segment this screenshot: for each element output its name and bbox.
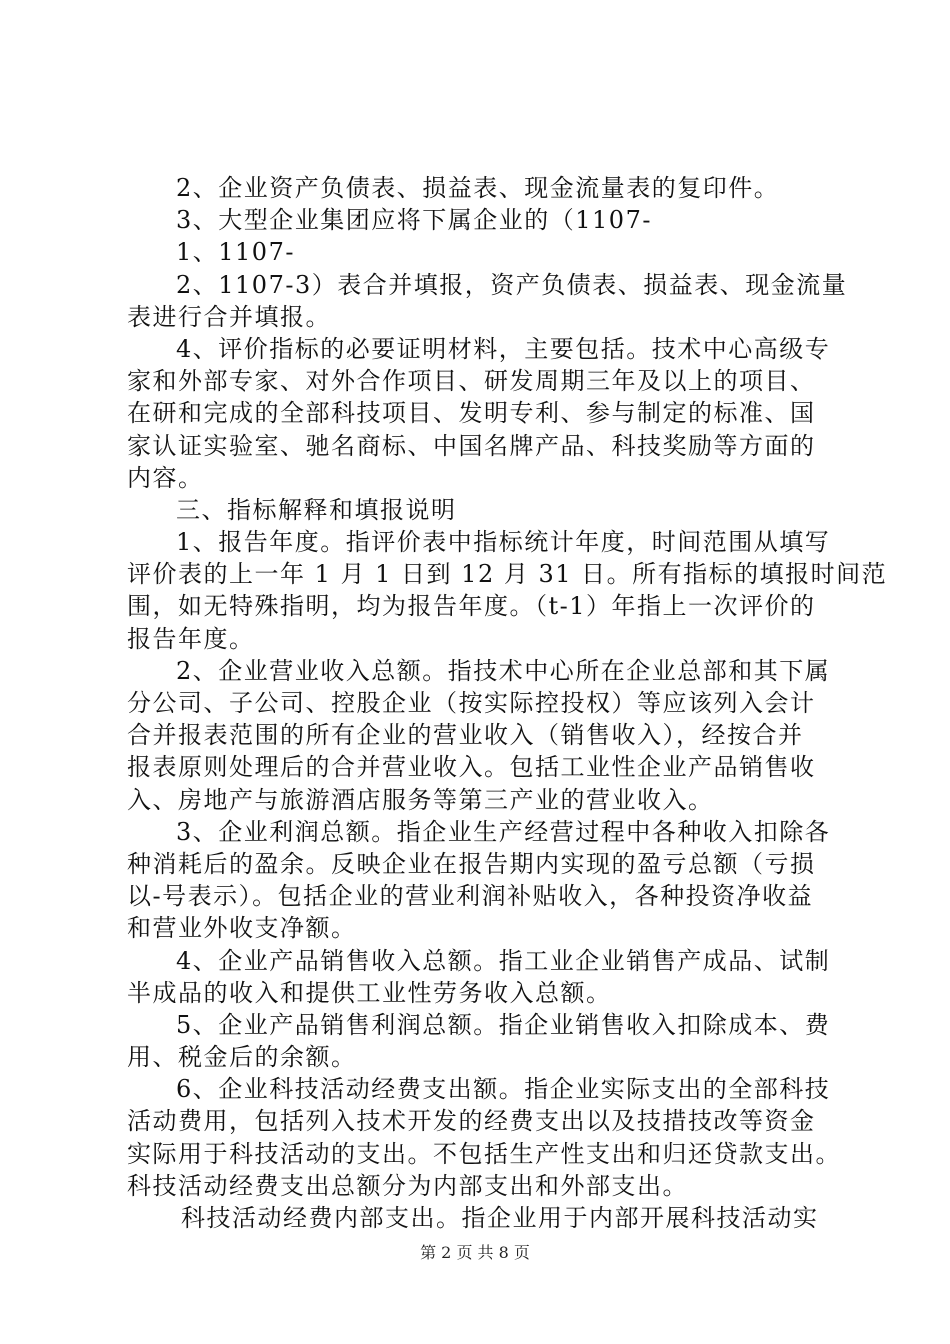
text-line: 报表原则处理后的合并营业收入。包括工业性企业产品销售收 [127,753,816,782]
page-footer: 第 2 页 共 8 页 [420,1243,530,1262]
text-line: 4、企业产品销售收入总额。指工业企业销售产成品、试制 [176,946,831,975]
text-line: 用、税金后的余额。 [127,1043,357,1072]
text-line: 1、1107- [176,238,295,267]
text-line: 2、企业资产负债表、损益表、现金流量表的复印件。 [176,174,780,202]
text-line: 内容。 [127,463,204,492]
text-line: 分公司、子公司、控股企业（按实际控投权）等应该列入会计 [127,689,816,717]
document-body [127,172,888,1234]
text-line: 合并报表范围的所有企业的营业收入（销售收入），经按合并 [127,721,804,750]
text-line: 3、企业利润总额。指企业生产经营过程中各种收入扣除各 [176,817,831,846]
text-line: 科技活动经费支出总额分为内部支出和外部支出。 [127,1171,688,1200]
text-line: 种消耗后的盈余。反映企业在报告期内实现的盈亏总额（亏损 [127,849,816,878]
text-line: 三、指标解释和填报说明 [176,495,457,524]
text-line: 报告年度。 [127,624,255,653]
text-line: 和营业外收支净额。 [127,914,357,943]
text-line: 在研和完成的全部科技项目、发明专利、参与制定的标准、国 [127,399,816,428]
text-line: 入、房地产与旅游酒店服务等第三产业的营业收入。 [127,785,714,814]
text-line: 表进行合并填报。 [127,302,331,331]
text-line: 6、企业科技活动经费支出额。指企业实际支出的全部科技 [176,1075,831,1104]
text-line: 2、1107-3）表合并填报，资产负债表、损益表、现金流量 [176,270,848,299]
text-line: 活动费用，包括列入技术开发的经费支出以及技措技改等资金 [127,1107,816,1136]
text-line: 半成品的收入和提供工业性劳务收入总额。 [127,978,612,1007]
text-line: 围，如无特殊指明，均为报告年度。（t-1）年指上一次评价的 [127,592,816,621]
text-line: 5、企业产品销售利润总额。指企业销售收入扣除成本、费 [176,1010,831,1039]
text-line: 实际用于科技活动的支出。不包括生产性支出和归还贷款支出。 [127,1139,841,1168]
text-line: 以-号表示）。包括企业的营业利润补贴收入，各种投资净收益 [127,882,814,911]
text-line: 评价表的上一年 1 月 1 日到 12 月 31 日。所有指标的填报时间范 [127,560,888,589]
text-line: 3、大型企业集团应将下属企业的（1107- [176,206,652,235]
text-line: 2、企业营业收入总额。指技术中心所在企业总部和其下属 [176,656,831,685]
text-line: 科技活动经费内部支出。指企业用于内部开展科技活动实 [181,1204,819,1232]
text-line: 4、评价指标的必要证明材料，主要包括。技术中心高级专 [176,334,831,363]
text-line: 1、报告年度。指评价表中指标统计年度，时间范围从填写 [176,528,831,557]
text-line: 家认证实验室、驰名商标、中国名牌产品、科技奖励等方面的 [127,431,816,460]
text-line: 家和外部专家、对外合作项目、研发周期三年及以上的项目、 [127,367,816,396]
